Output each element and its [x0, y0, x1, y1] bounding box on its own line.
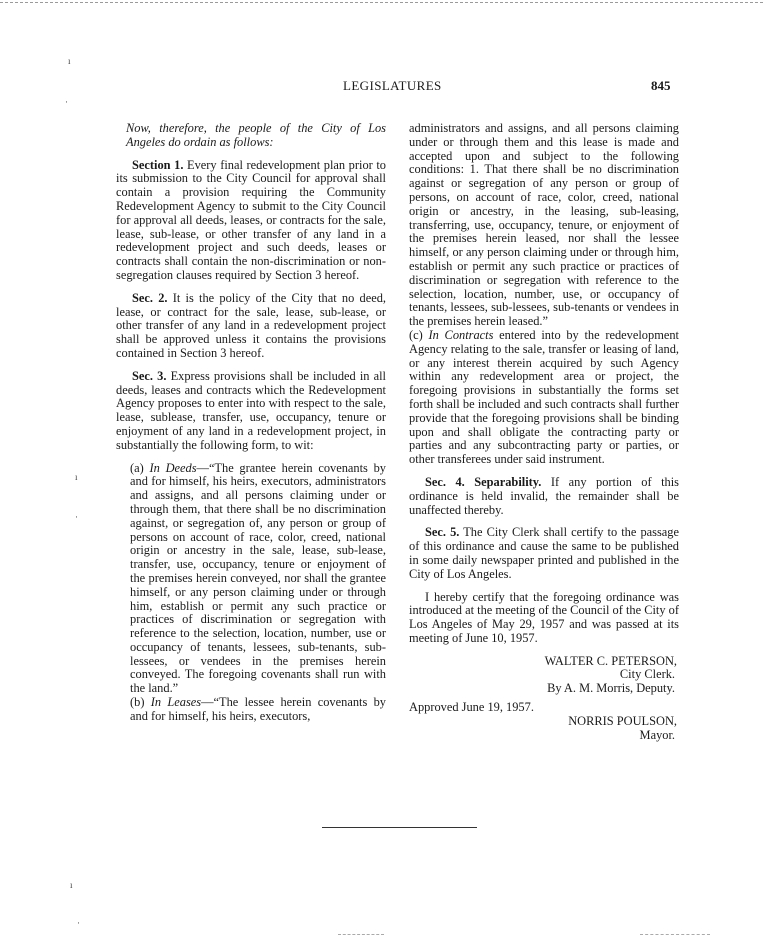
clause-deeds-label: (a): [130, 460, 144, 475]
mayor-name: NORRIS POULSON,: [568, 713, 677, 728]
left-column: [116, 122, 386, 724]
scan-speck: ·: [65, 97, 68, 107]
section-5-text: The City Clerk shall certify to the passage of this ordinance and cause the same to be published in some daily newspaper printed and published in the City of Los Angeles.: [409, 525, 679, 581]
clause-contracts-text: entered into by the redevelopment Agency relating to the sale, transfer or leasing of land, or any interest therein acquired by such Agency within any redevelopment area or project, the foregoing provisions in substantially the forms set forth shall be included and such contracts shall further provide that the foregoing provisions shall be binding upon and shall obligate the contracting party or parties and any subcontracting party or parties, or other transferees under said instrument.: [409, 327, 679, 467]
clause-leases-continued: administrators and assigns, and all persons claiming under or through them and this lease is made and accepted upon and subject to the following conditions: 1. That there shall be no discrimination against or segregation of any person or group of persons, on account of race, color, creed, national origin or ancestry, in the leasing, sub-leasing, transferring, use, occupancy, tenure, or enjoyment of the premises herein leased, nor shall the lessee himself, or any person claiming under or through him, establish or permit any such practice or practices of discrimination or segregation with reference to the selection, location, number, use, or occupancy of tenants, lessees, sub-lessees, sub-tenants or vendees in the premises herein leased.”: [409, 121, 679, 329]
clerk-name: WALTER C. PETERSON,: [544, 653, 677, 668]
clerk-certification: I hereby certify that the foregoing ordinance was introduced at the meeting of the Council of the City of Los Angeles of May 29, 1957 and was passed at its meeting of June 10, 1957.: [409, 589, 679, 645]
top-scan-edge: [0, 2, 763, 3]
clause-deeds: [116, 462, 386, 697]
clause-leases: [116, 696, 386, 724]
section-3: [116, 370, 386, 453]
section-5: [409, 526, 679, 581]
mayor-signature-block: [409, 715, 679, 743]
section-2-heading: Sec. 2.: [132, 290, 168, 305]
clause-contracts-label: (c): [409, 327, 423, 342]
clause-leases-label: (b): [130, 695, 145, 710]
clause-deeds-text: —“The grantee herein covenants by and for himself, his heirs, executors, administrators and assigns, and all persons claiming under or through them, that there shall be no discrimination against, or segregation of, any person or group of persons on account of race, color, creed, national origin or ancestry in the sale, lease, sub-lease, transfer, use, occupancy, tenure or enjoyment of the premises herein conveyed, nor shall the grantee himself, or any person claiming under or through him, establish or permit any such practice or practices of discrimination or segregation with reference to the selection, location, number, use or occupancy of tenants, lessees, sub-tenants, sub-lessees, or vendees in the premises herein conveyed. The foregoing covenants shall run with the land.”: [130, 460, 386, 696]
section-5-heading: Sec. 5.: [425, 525, 460, 540]
clause-leases-text: —“The lessee herein covenants by and for himself, his heirs, executors,: [130, 695, 386, 723]
scan-speck: ı: [68, 56, 71, 66]
scan-speck: ı: [75, 472, 78, 482]
page-number: 845: [651, 78, 671, 93]
bottom-scan-edge: [338, 934, 384, 935]
clause-contracts: [409, 329, 679, 467]
section-3-text: Express provisions shall be included in all deeds, leases and contracts which the Redevelopment Agency proposes to enter into with respect to the sale, lease, sublease, transfer, use, occupancy, tenure or enjoyment of any land in a redevelopment project, in substantially the following form, to wit:: [116, 368, 386, 452]
scan-speck: ı: [70, 880, 73, 890]
clause-contracts-title: In Contracts: [428, 327, 494, 342]
section-1: [116, 159, 386, 283]
scan-speck: ·: [77, 918, 80, 928]
section-2: [116, 292, 386, 361]
section-1-text: Every final redevelopment plan prior to its submission to the City Council for approval shall contain a provision requiring the Community Redevelopment Agency to submit to the City Council for approval all deeds, leases, or contracts for the sale, lease, sub-lease, or other transfer of any land in a redevelopment project and such deeds, leases or contracts shall contain the non-discrimination or non-segregation clauses required by Section 3 hereof.: [116, 157, 386, 282]
section-3-heading: Sec. 3.: [132, 368, 167, 383]
clerk-title: City Clerk.: [619, 667, 675, 682]
bottom-scan-edge: [640, 934, 710, 935]
clause-deeds-title: In Deeds: [149, 460, 197, 475]
clerk-signature-block: [409, 655, 679, 696]
section-1-heading: Section 1.: [132, 157, 184, 172]
running-header: LEGISLATURES: [343, 78, 442, 93]
section-4-text: If any portion of this ordinance is held invalid, the remainder shall be unaffected thereby.: [409, 474, 679, 517]
mayor-title: Mayor.: [639, 727, 675, 742]
right-column: [409, 122, 679, 742]
scan-speck: ·: [75, 512, 78, 522]
deputy-line: By A. M. Morris, Deputy.: [547, 681, 675, 696]
section-4-heading: Sec. 4. Separability.: [425, 474, 542, 489]
ordain-clause: Now, therefore, the people of the City of Los Angeles do ordain as follows:: [126, 121, 386, 149]
section-2-text: It is the policy of the City that no deed, lease, or contract for the sale, lease, sub-lease, or other transfer of any land in a redevelopment project shall be approved unless it contains the provisions contained in Section 3 hereof.: [116, 290, 386, 360]
section-4: [409, 476, 679, 517]
clause-leases-title: In Leases: [150, 695, 202, 710]
approval-date: Approved June 19, 1957.: [409, 700, 534, 715]
end-rule: [322, 827, 477, 828]
